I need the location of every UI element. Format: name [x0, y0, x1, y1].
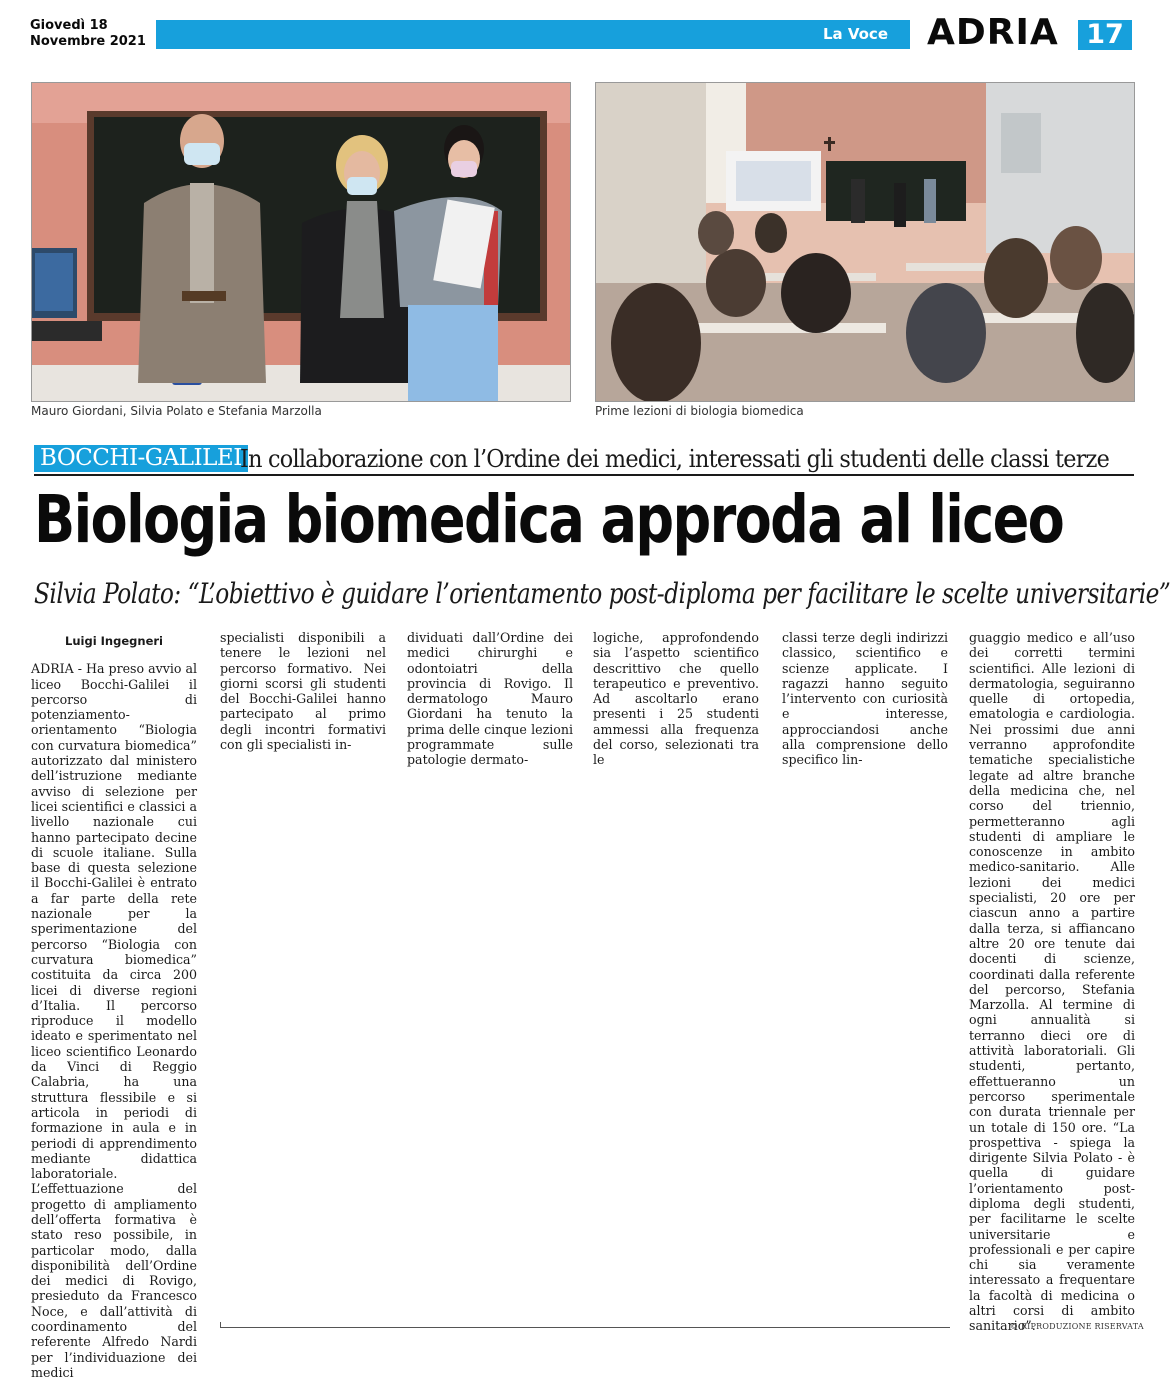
- article-byline: Luigi Ingegneri: [65, 634, 163, 648]
- photo-guests: [31, 82, 571, 402]
- column-5-text: classi terze degli indirizzi classico, scientifico e scienze applicate. I ragazzi hanno seguito l’intervento con curiosità e interesse, approcciandosi anche alla comprensione dello specifico lin-: [782, 630, 948, 768]
- photo-classroom-image: [596, 83, 1134, 401]
- photo-classroom-caption: Prime lezioni di biologia biomedica: [595, 404, 804, 418]
- article-column-1: [31, 630, 197, 1380]
- photo-guests-image: [32, 83, 570, 401]
- article-column-5: [782, 630, 948, 768]
- page-number: 17: [1078, 20, 1132, 50]
- article-deck: Silvia Polato: “L’obiettivo è guidare l’orientamento post-diploma per facilitare le scelte universitarie”: [34, 577, 1171, 610]
- article-column-4: [593, 630, 759, 768]
- newspaper-name: La Voce: [822, 25, 888, 43]
- issue-date: [30, 18, 150, 50]
- header-bar: [156, 20, 910, 49]
- kicker-tag: BOCCHI-GALILEI: [34, 445, 248, 472]
- column-6-text: guaggio medico e all’uso dei corretti termini scientifici. Alle lezioni di dermatologia, seguiranno quelle di ortopedia, ematologia e cardiologia. Nei prossimi due anni verranno approfondite tematiche specialistiche legate ad altre branche della medicina che, nel corso del triennio, permetteranno agli studenti di ampliare le conoscenze in ambito medico-sanitario. Alle lezioni dei medici specialisti, 20 ore per ciascun anno a partire dalla terza, si affiancano altre 20 ore tenute dai docenti di scienze, coordinati dalla referente del percorso, Stefania Marzolla. Al termine di ogni annualità si terranno dieci ore di attività laboratoriali. Gli studenti, pertanto, effettueranno un percorso sperimentale con durata triennale per un totale di 150 ore. “La prospettiva - spiega la dirigente Silvia Polato - è quella di guidare l’orientamento post-diploma degli studenti, per facilitarne le scelte universitarie e professionali e per capire chi sia veramente interessato a frequentare la facoltà di medicina o altri corsi di ambito sanitario”.: [969, 630, 1135, 1334]
- article-column-6: [969, 630, 1135, 1334]
- article-column-3: [407, 630, 573, 768]
- column-3-text: dividuati dall’Ordine dei medici chirurghi e odontoiatri della provincia di Rovigo. Il dermatologo Mauro Giordani ha tenuto la prima delle cinque lezioni programmate sulle patologie dermato-: [407, 630, 573, 768]
- section-title: ADRIA: [927, 12, 1059, 53]
- photo-guests-caption: Mauro Giordani, Silvia Polato e Stefania Marzolla: [31, 404, 322, 418]
- column-4-text: logiche, approfondendo sia l’aspetto scientifico descrittivo che quello terapeutico e preventivo. Ad ascoltarlo erano presenti i 25 studenti ammessi alla frequenza del corso, selezionati tra le: [593, 630, 759, 768]
- photo-classroom: [595, 82, 1135, 402]
- article-headline: Biologia biomedica approda al liceo: [34, 481, 1064, 558]
- issue-day: Giovedì 18: [30, 18, 108, 33]
- column-2-text: specialisti disponibili a tenere le lezioni nel percorso formativo. Nei giorni scorsi gli studenti del Bocchi-Galilei hanno partecipato al primo degli incontri formativi con gli specialisti in-: [220, 630, 386, 753]
- issue-month-year: Novembre 2021: [30, 34, 146, 49]
- article-column-2: [220, 630, 386, 752]
- kicker-text: In collaborazione con l’Ordine dei medici, interessati gli studenti delle classi terze: [240, 445, 1110, 473]
- article-kicker: [34, 444, 1134, 476]
- column-1-text: ADRIA - Ha preso avvio al liceo Bocchi-Galilei il percorso di potenziamento-orientamento “Biologia con curvatura biomedica” autorizzato dal ministero dell’istruzione mediante avviso di selezione per licei scientifici e classici a livello nazionale cui hanno partecipato decine di scuole italiane. Sulla base di questa selezione il Bocchi-Galilei è entrato a far parte della rete nazionale per la sperimentazione del percorso “Biologia con curvatura biomedica” costituita da circa 200 licei di diverse regioni d’Italia. Il percorso riproduce il modello ideato e sperimentato nel liceo scientifico Leonardo da Vinci di Reggio Calabria, ha una struttura flessibile e si articola in periodi di formazione in aula e in periodi di apprendimento mediante didattica laboratoriale. L’effettuazione del progetto di ampliamento dell’offerta formativa è stato reso possibile, in particolar modo, dalla disponibilità dell’Ordine dei medici di Rovigo, presieduto da Francesco Noce, e dall’attività di coordinamento del referente Alfredo Nardi per l’individuazione dei medici: [31, 661, 197, 1380]
- bottom-rule: [220, 1327, 950, 1328]
- copyright-notice: © RIPRODUZIONE RISERVATA: [1010, 1322, 1144, 1331]
